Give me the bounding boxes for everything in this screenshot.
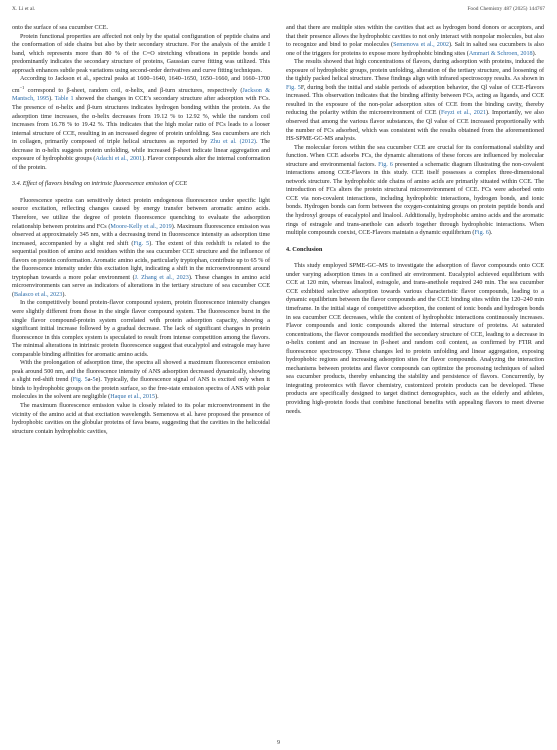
running-header bbox=[12, 6, 545, 12]
text-run: With the prolongation of adsorption time, the spectra all showed a maximum fluorescence emission peak around 500 nm, and the fluorescence intensity of ANS adsorption decreased dynamically, showing a slight red-shift trend ( bbox=[12, 360, 270, 384]
citation-link[interactable]: Haque et al., 2015 bbox=[110, 394, 156, 401]
paragraph: onto the surface of sea cucumber CCE. bbox=[12, 25, 108, 31]
text-run: correspond to β-sheet, random coil, α-helix, and β-turn structures, respectively ( bbox=[24, 87, 243, 94]
citation-link[interactable]: J. Zhang et al., 2023 bbox=[134, 274, 189, 281]
text-run: ). Salt in salted sea cucumbers is also one of the triggers for proteins to expose more hydrophobic binding sites ( bbox=[286, 42, 544, 57]
text-run: showed the changes in CCE’s secondary structure after adsorption with FCs. The presence of α-helix and β-turn structures indicates hydrogen bonding within the protein. As the adsorption time increases, the α-helix decreases from 19.12 % to 12.92 %, while the random coil increases from 16.78 % to 19.42 %. This indicates that the high molar ratio of FCs leads to a looser internal structure of CCE, resulting in an increased degree of protein unfolding. Sea cucumbers are rich in collagen, primarily composed of triple helical structures as reported by bbox=[12, 96, 270, 146]
text-run: The molecular forces within the sea cucumber CCE are crucial for its conformational stability and function. When CCE adsorbs FCs, the dynamic alterations of these forces are influenced by molecular structure and environmental factors. bbox=[286, 144, 544, 168]
citation-link[interactable]: Zhu et al. (2012) bbox=[210, 139, 256, 146]
table-link[interactable]: Table 1 bbox=[54, 96, 74, 103]
paragraph bbox=[12, 75, 270, 172]
paragraph bbox=[286, 24, 544, 58]
text-run: Fluorescence spectra can sensitively detect protein endogenous fluorescence under specific light source excitation, reflecting changes caused by energy transfer between aromatic amino acids. Therefore, we utilize the degree of protein fluorescence quenching to evaluate the adsorption relationship between proteins and FCs ( bbox=[12, 197, 270, 230]
paragraph: The maximum fluorescence emission value is closely related to its polar microenvironment in the vicinity of the amino acid at that excitation wavelength. Semenova et al. have proposed the presence of hydrophobic cavities on the globular proteins of fava beans, suggesting that the cavities in the helicoidal structure contain hydrophobic cavities, bbox=[12, 403, 270, 435]
figure-link[interactable]: Fig. 5 bbox=[286, 84, 301, 91]
text-run: ). Flavor compounds alter the internal conformation of the protein. bbox=[12, 156, 270, 171]
superscript: −1 bbox=[19, 84, 25, 90]
text-run: ). bbox=[155, 394, 159, 401]
citation-link[interactable]: Semenova et al., 2002 bbox=[393, 42, 450, 49]
citation-link[interactable]: Jackson & Mantsch, 1995 bbox=[12, 87, 270, 103]
section-heading-3-4: 3.4. Effect of flavors binding on intrinsic fluorescence emission of CCE bbox=[12, 181, 188, 188]
text-run: According to Jackson et al., spectral peaks at 1600–1640, 1640–1650, 1650–1660, and 1660–1700 cm bbox=[12, 76, 270, 94]
text-run: ). Maximum fluorescence emission was observed at approximately 345 nm, with a decreasing trend in fluorescence intensity as adsorption time increased, accompanied by a slight red shift ( bbox=[12, 223, 270, 247]
figure-link[interactable]: Fig. 5 bbox=[133, 240, 150, 247]
citation-link[interactable]: Feyzi et al., 2021 bbox=[440, 110, 487, 117]
header-journal: Food Chemistry 487 (2025) 144767 bbox=[467, 6, 545, 12]
paragraph: This study employed SPME-GC–MS to investigate the adsorption of flavor compounds onto CCE under varying adsorption times in a confined air environment. Eucalyptol achieved equilibrium with CCE at 120 min, whereas linalool, estragole, and trans-anethole required 240 min. The sea cucumber CCE exhibited selective adsorption towards various characteristic flavor compounds, leading to a dynamic equilibrium between the flavor compounds and the CCE binding sites within the 120–240 min timeframe. In the initial stage of competitive adsorption, the content of ionic bonds and hydrogen bonds in sea cucumber CCE decreases, while the content of hydrophobic interactions continuously increases. Flavor compounds and ionic compounds altered the internal structure of proteins. At saturated concentrations, the flavor compounds modified the secondary structure of CCE, leading to a decrease in α-helix content and an increase in β-sheet and random coil content, as confirmed by FTIR and fluorescence spectroscopy. These changes led to protein unfolding and linear aggregation, exposing hydrophobic regions and increasing adsorption sites for flavor compounds. Analyzing the interaction mechanisms between proteins and flavor compounds can optimize the processing techniques of salted sea cucumber products, thereby enhancing the stability and persistence of flavors. Concurrently, by integrating proteomics with flavor chemistry, customized protein products can be developed. These products are specifically designed to target distinct demographics, such as the elderly and athletes, providing high-protein foods that combine functional benefits with appealing flavors to meet diverse needs. bbox=[286, 263, 544, 415]
figure-link[interactable]: Fig. 6 bbox=[474, 230, 489, 237]
text-run: a- bbox=[87, 377, 93, 384]
text-run: ). The extent of this redshift is related to the sequential position of amino acid residues within the sea cucumber CCE structure and the influence of flavors on protein conformation. Aromatic amino acids, particularly tryptophan, contribute up to 65 % of the fluorescence intensity under this excitation light, indicating a shift in the microenvironment around tryptophan towards a more polar environment ( bbox=[12, 240, 270, 281]
paragraph bbox=[12, 359, 270, 402]
text-run: ). bbox=[49, 96, 55, 103]
header-authors: X. Li et al. bbox=[12, 6, 36, 12]
text-run: presented a schematic diagram illustrating the non-covalent interactions among CCE-Flavors in this study. CCE itself possesses a complex three-dimensional network structure. The hydrophobic side chains of amino acids are primarily situated within CCE. The introduction of FCs alters the protein structural microenvironment of CCE. FCs were adsorbed onto CCE via non-covalent interactions, including hydrophobic interactions, hydrogen bonds, and ionic bonds. Hydrogen bonds can form between the oxygen-containing groups on protein peptide bonds and the hydroxyl groups of eucalyptol and linalool. Additionally, hydrophobic amino acids and the aromatic rings of estragole and trans-anethole can adsorb together through hydrophobic interactions. When multiple compounds coexist, CCE-Flavors maintain a dynamic equilibrium ( bbox=[286, 161, 544, 237]
text-run: F, during both the initial and stable periods of adsorption behavior, the Ql value of CCE-Flavors increased. This observation indicates that the binding affinity between FCs, acting as ligands, and CCE resulted in the exposure of the non-polar adsorption sites of CCE from the binding cavity, thereby reducing the polarity within the microenvironment of CCE ( bbox=[286, 84, 544, 117]
text-run: The results showed that high concentrations of flavors, during adsorption with proteins, induced the exposure of hydrophobic groups, protein unfolding, alteration of the tertiary structure, and loosening of the tightly packed helical structure. These findings align with infrared spectroscopy results. As shown in bbox=[286, 59, 544, 83]
paragraph: Protein functional properties are affected not only by the spatial configuration of peptide chains and the conformation of side chains but also by their secondary structure. For the analysis of the amide I band, which represents more than 80 % of the C=O stretching vibrations in peptide bonds and predominantly indicates the secondary structure of proteins, Gaussian curve fitting was utilized. This approach enhances subtle peak variations using second-order derivatives and curve fitting techniques. bbox=[12, 33, 270, 74]
section-heading-conclusion: 4. Conclusion bbox=[286, 245, 323, 253]
text-run: and that there are multiple sites within the cavities that act as hydrogen bond donors or acceptors, and that their presence allows the hydrophobic cavities to not only interact with nonpolar molecules, but also to recognize and bind to polar molecules ( bbox=[286, 25, 544, 49]
citation-link[interactable]: Ammari & Schroen, 2018 bbox=[468, 50, 533, 57]
text-run: ). bbox=[488, 230, 493, 237]
left-column bbox=[12, 24, 270, 436]
figure-link[interactable]: Fig. 5 bbox=[72, 377, 88, 384]
figure-link[interactable]: 5 bbox=[92, 377, 96, 384]
citation-link[interactable]: Adachi et al., 2001 bbox=[95, 156, 143, 163]
text-run: . The decrease in α-helix suggests protein unfolding, while increased β-sheet indicate linear aggregation and exposure of hydrophobic groups ( bbox=[12, 139, 270, 163]
text-run: e). Typically, the fluorescence signal of ANS is excited only when it binds to hydrophobic groups on the protein surface, so the free-state emission spectra of ANS with polar molecules in the solvent are negligible ( bbox=[12, 377, 271, 401]
right-column bbox=[286, 24, 544, 416]
paragraph bbox=[12, 197, 270, 300]
text-run: ). bbox=[532, 50, 537, 57]
paragraph bbox=[286, 58, 544, 143]
paragraph: In the competitively bound protein-flavor compound system, protein fluorescence intensity changes were slightly different from those in the single flavor compound system. The fluorescence burst in the single flavor compound-protein system correlated with protein adsorption capacity, showing a significant initial increase followed by a gradual decrease. The lack of significant changes in protein fluorescence in this complex system is speculated to result from intense competition among the flavors. The minimal alterations in intrinsic protein fluorescence suggest that eucalyptol and estragole may have comparable binding affinities for aromatic amino acids. bbox=[12, 300, 270, 358]
text-run: ). bbox=[62, 291, 66, 298]
paragraph bbox=[286, 144, 544, 238]
text-run: ). These changes in amino acid microenvironments can serve as indicators of alterations in the tertiary structure of sea cucumber CCE ( bbox=[12, 274, 271, 298]
citation-link[interactable]: Balasco et al., 2023 bbox=[14, 291, 63, 298]
page-number: 9 bbox=[277, 740, 280, 746]
text-run: ). Importantly, we also observed that among the various flavor substances, the Ql value of CCE increased proportionally with the number of FCs adsorbed, which was consistent with the results obtained from the aforementioned HS-SPME-GC-MS analysis. bbox=[286, 110, 544, 143]
citation-link[interactable]: Moore-Kelly et al., 2019 bbox=[110, 223, 172, 230]
figure-link[interactable]: Fig. 6 bbox=[378, 161, 393, 168]
